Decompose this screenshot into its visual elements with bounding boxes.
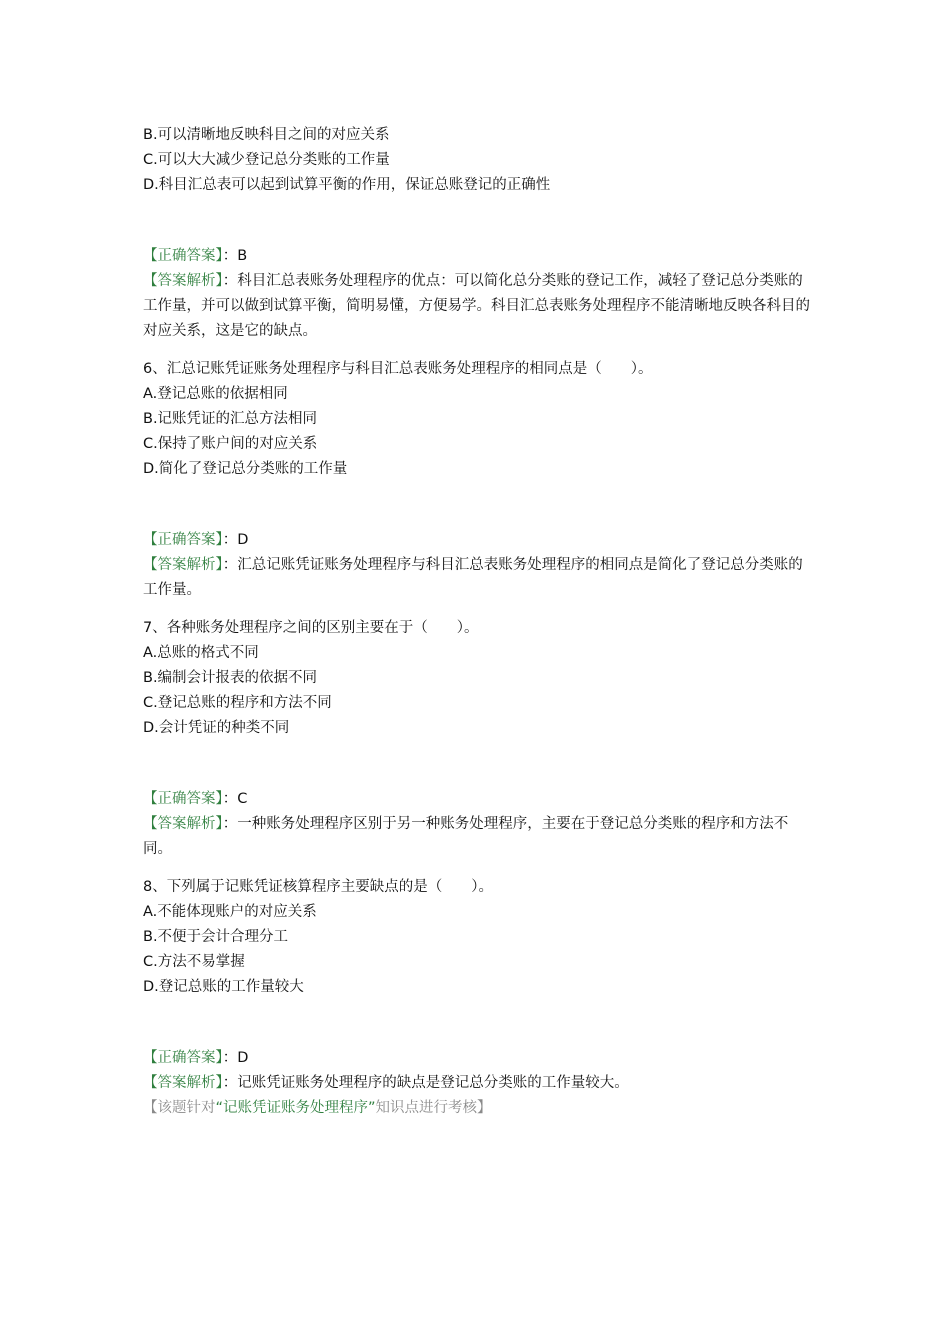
answer-label: 【正确答案】 <box>143 248 223 264</box>
spacer <box>143 198 813 244</box>
q8-answer <box>143 1046 813 1071</box>
spacer <box>143 344 813 357</box>
analysis-text: ：记账凭证账务处理程序的缺点是登记总分类账的工作量较大。 <box>222 1075 629 1091</box>
analysis-label: 【答案解析】 <box>143 816 223 832</box>
answer-value: ：D <box>222 1050 249 1066</box>
q8-option-a: A.不能体现账户的对应关系 <box>143 904 317 920</box>
note-prefix: 【该题针对 <box>143 1100 216 1116</box>
spacer <box>143 1000 813 1046</box>
q8-analysis <box>143 1071 813 1096</box>
q8-option-d: D.登记总账的工作量较大 <box>143 979 304 995</box>
q7-option-b: B.编制会计报表的依据不同 <box>143 670 318 686</box>
spacer <box>143 603 813 616</box>
analysis-text: ：汇总记账凭证账务处理程序与科目汇总表账务处理程序的相同点是简化了登记总分类账的工作量。 <box>143 557 803 598</box>
q6-option-d: D.简化了登记总分类账的工作量 <box>143 461 348 477</box>
q5-option-b: B.可以清晰地反映科目之间的对应关系 <box>143 127 390 143</box>
q5-option-d: D.科目汇总表可以起到试算平衡的作用，保证总账登记的正确性 <box>143 177 551 193</box>
analysis-label: 【答案解析】 <box>143 273 223 289</box>
q8-option-b: B.不便于会计合理分工 <box>143 929 289 945</box>
q7-option-a: A.总账的格式不同 <box>143 645 259 661</box>
answer-value: ：B <box>222 248 248 264</box>
q7-question: 7、各种账务处理程序之间的区别主要在于（ ）。 <box>143 620 479 636</box>
analysis-text: ：一种账务处理程序区别于另一种账务处理程序，主要在于登记总分类账的程序和方法不同。 <box>143 816 789 857</box>
q8-option-c: C.方法不易掌握 <box>143 954 245 970</box>
q5-analysis <box>143 269 813 344</box>
q7-analysis <box>143 812 813 862</box>
q6-option-b: B.记账凭证的汇总方法相同 <box>143 411 318 427</box>
note-suffix: 知识点进行考核】 <box>375 1100 492 1116</box>
spacer <box>143 862 813 875</box>
q6-option-a: A.登记总账的依据相同 <box>143 386 288 402</box>
q5-option-c: C.可以大大减少登记总分类账的工作量 <box>143 152 390 168</box>
document-content <box>143 123 813 1121</box>
q6-question: 6、汇总记账凭证账务处理程序与科目汇总表账务处理程序的相同点是（ ）。 <box>143 361 653 377</box>
q6-answer <box>143 528 813 553</box>
answer-label: 【正确答案】 <box>143 1050 223 1066</box>
answer-label: 【正确答案】 <box>143 532 223 548</box>
q5-answer <box>143 244 813 269</box>
note-topic: “记账凭证账务处理程序” <box>215 1100 376 1116</box>
answer-value: ：D <box>222 532 249 548</box>
answer-label: 【正确答案】 <box>143 791 223 807</box>
analysis-label: 【答案解析】 <box>143 1075 223 1091</box>
q7-option-c: C.登记总账的程序和方法不同 <box>143 695 332 711</box>
q7-option-d: D.会计凭证的种类不同 <box>143 720 290 736</box>
q6-option-c: C.保持了账户间的对应关系 <box>143 436 318 452</box>
analysis-text: ：科目汇总表账务处理程序的优点：可以简化总分类账的登记工作，减轻了登记总分类账的工作量，并可以做到试算平衡，简明易懂，方便易学。科目汇总表账务处理程序不能清晰地反映各科目的对应关系，这是它的缺点。 <box>143 273 810 339</box>
q8-knowledge-note <box>143 1096 813 1121</box>
q8-question: 8、下列属于记账凭证核算程序主要缺点的是（ ）。 <box>143 879 493 895</box>
q7-answer <box>143 787 813 812</box>
analysis-label: 【答案解析】 <box>143 557 223 573</box>
q6-analysis <box>143 553 813 603</box>
spacer <box>143 741 813 787</box>
spacer <box>143 482 813 528</box>
answer-value: ：C <box>222 791 248 807</box>
